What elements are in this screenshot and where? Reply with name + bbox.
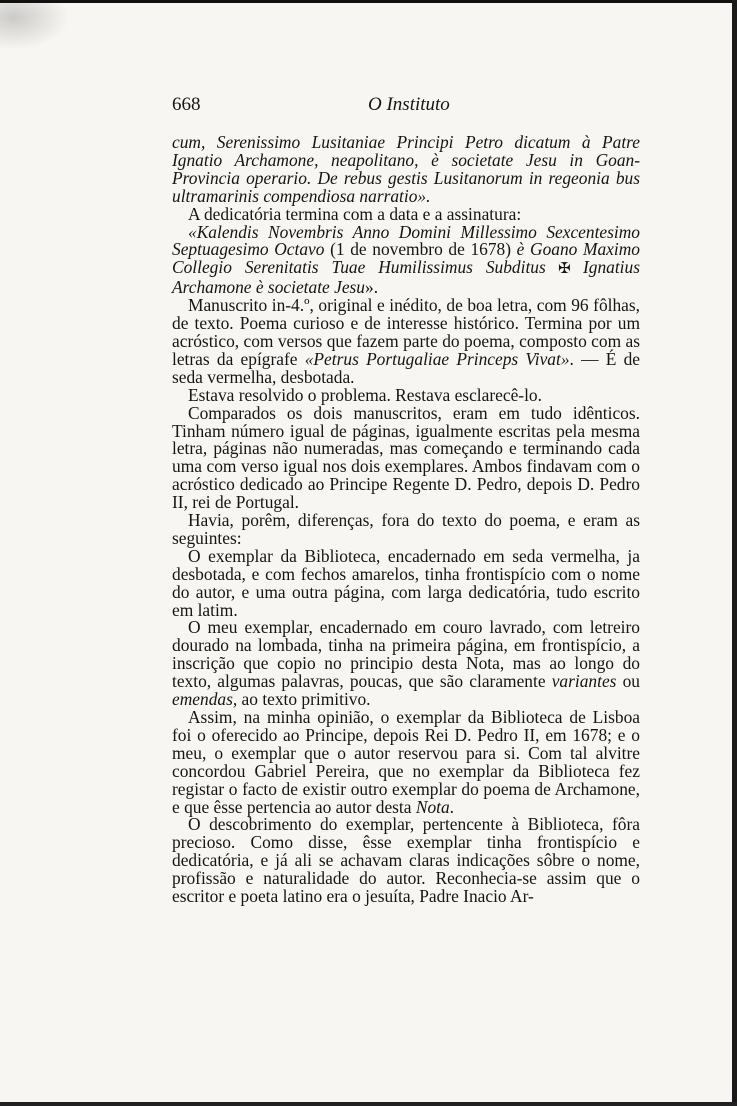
scan-edge-right <box>732 0 737 1106</box>
text-span: . <box>449 796 455 817</box>
text-span: Manuscrito in-4.º, original e inédito, de boa letra, com 96 fôlhas, de texto. Poema curioso e de interesse histórico. Termina por um acróstico, com versos que fazem parte do poema, composto com as letras da epígrafe <box>172 295 640 369</box>
quote-date: (1 de novembro de 1678) <box>324 239 517 260</box>
quote-part: è Goano Maximo Collegio Serenitatis Tuae Humilissimus Subditus <box>172 239 640 278</box>
text-span: . — É de seda vermelha, desbotada. <box>172 348 640 387</box>
paragraph-resolved: Estava resolvido o problema. Restava esclarecê-lo. <box>188 384 542 405</box>
quote-signature: Ignatius Archamone è societate Jesu <box>172 257 640 298</box>
page-number: 668 <box>172 94 201 115</box>
emphasis: variantes <box>551 671 617 692</box>
scan-edge-bottom <box>0 1102 737 1106</box>
text-span: ao texto primitivo. <box>237 689 371 710</box>
paragraph-dedication-intro: A dedicatória termina com a data e a assinatura: <box>188 203 522 224</box>
paragraph-compared: Comparados os dois manuscritos, eram em tudo idênticos. Tinham número igual de páginas, igualmente escritas pela mesma letra, páginas não numeradas, mas começando e terminando cada uma com verso igual nos dois exemplares. Ambos findavam com o acróstico dedicado ao Principe Regente D. Pedro, depois D. Pedro II, rei de Portugal. <box>172 402 640 513</box>
paragraph-dedication-quote <box>172 221 640 298</box>
paragraph-my-copy <box>172 619 640 709</box>
scan-edge-top <box>0 0 737 3</box>
quote-part: «Kalendis Novembris Anno Domini Millessimo Sexcentesimo Septuagesimo Octavo <box>172 221 640 260</box>
epigraph: «Petrus Portugaliae Princeps Vivat» <box>304 348 570 369</box>
text-span: O meu exemplar, encadernado em couro lavrado, com letreiro dourado na lombada, tinha na primeira página, em frontispício, a inscrição que copio no principio desta Nota, mas ao longo do texto, algumas palavras, poucas, que são claramente <box>172 617 640 692</box>
cross-pattee-icon: ✠ <box>545 261 583 278</box>
running-title: O Instituto <box>368 94 450 115</box>
paragraph-differences: Havia, porêm, diferenças, fora do texto do poema, e eram as seguintes: <box>172 510 640 548</box>
paragraph-library-copy: O exemplar da Biblioteca, encadernado em seda vermelha, ja desbotada, e com fechos amarelos, tinha frontispício com o nome do autor, e uma outra página, com larga dedicatória, tudo escrito em latim. <box>172 545 640 620</box>
latin-title-continuation: cum, Serenissimo Lusitaniae Principi Petro dicatum à Patre Ignatio Archamone, neapolitano, è societate Jesu in Goan-Provincia operario. De rebus gestis Lusitanorum in regeonia bus ultramarinis compendiosa narratio». <box>172 132 640 206</box>
scan-smudge <box>0 0 70 50</box>
paragraph-discovery: O descobrimento do exemplar, pertencente à Biblioteca, fôra precioso. Como disse, êsse exemplar tinha frontispício e dedicatória, e já ali se achavam claras indicações sôbre o nome, profissão e naturalidade do autor. Reconhecia-se assim que o escritor e poeta latino era o jesuíta, Padre Inacio Ar- <box>172 814 640 907</box>
paragraph-opinion <box>172 709 640 816</box>
quote-close: ». <box>365 277 379 298</box>
body-text <box>172 134 640 906</box>
emphasis: emendas, <box>172 689 238 710</box>
paragraph-manuscript <box>172 297 640 387</box>
text-span: ou <box>616 671 640 692</box>
running-head <box>172 94 640 118</box>
text-span: Assim, na minha opinião, o exemplar da Biblioteca de Lisboa foi o oferecido ao Principe, depois Rei D. Pedro II, em 1678; e o meu, o exemplar que o autor reservou para si. Com tal alvitre concordou Gabriel Pereira, que no exemplar da Biblioteca fez registar o facto de existir outro exemplar do poema de Archamone, e que êsse pertencia ao autor desta <box>172 707 640 817</box>
emphasis: Nota <box>415 796 450 817</box>
